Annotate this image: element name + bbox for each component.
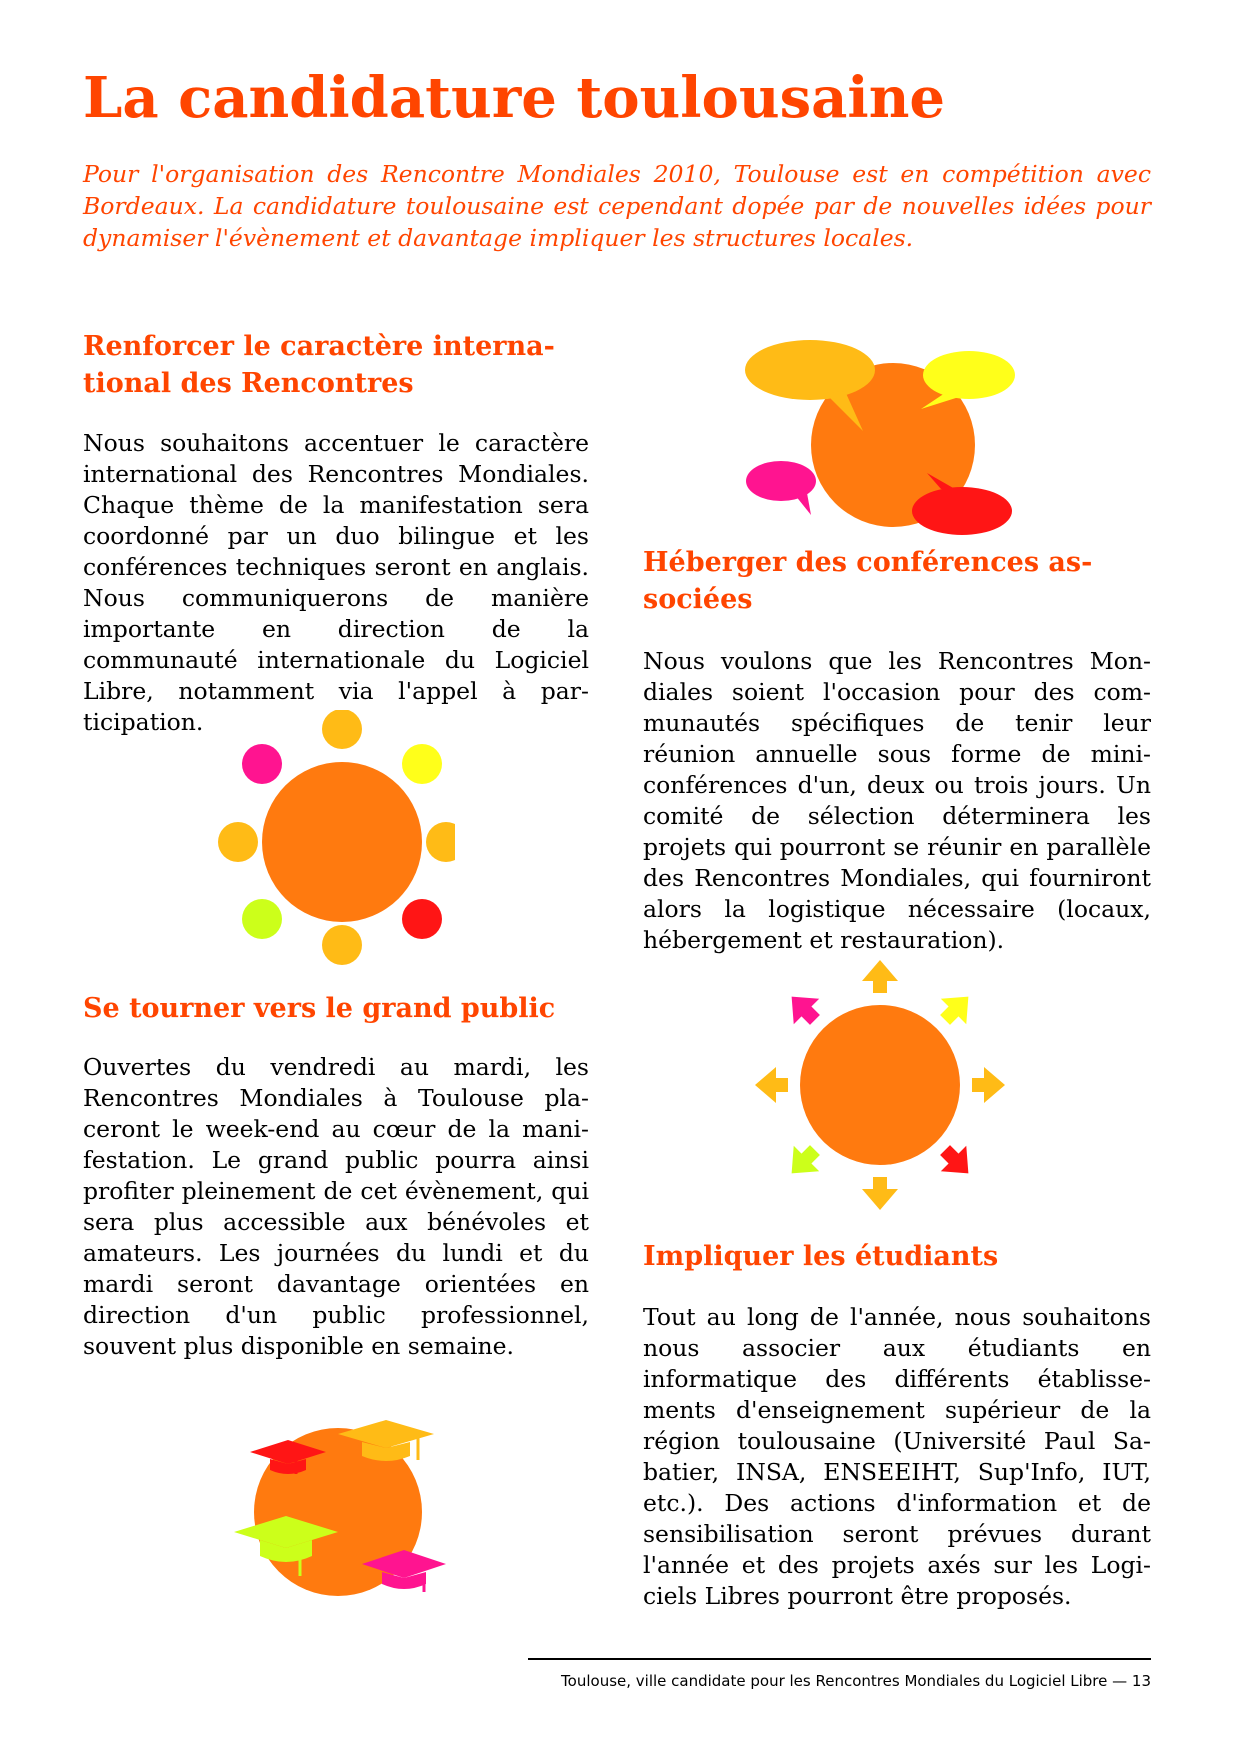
heading-international: Renforcer le caractère international des Rencontres xyxy=(83,331,555,399)
arrow-up-left xyxy=(779,984,828,1033)
table-circle xyxy=(262,762,422,922)
bubble-yellow xyxy=(921,351,1015,409)
heading-public: Se tourner vers le grand public xyxy=(83,993,556,1024)
arrows-circle xyxy=(800,1005,960,1165)
bubble-magenta xyxy=(746,461,816,515)
paragraph-conferences: Nous voulons que les Rencontres Mondiales soient l'occasion pour des communautés spécifiques de tenir leur réunion annuelle sous forme de mini-conférences d'un, deux ou trois jours. Un comité de sélection déterminera les projets qui pourront se réunir en parallèle des Rencontres Mondiales, qui fourniront alors la logistique nécessaire (locaux, hébergement et restauration). xyxy=(643,647,1151,954)
heading-students: Impliquer les étudiants xyxy=(643,1241,999,1272)
arrow-down-left xyxy=(779,1137,828,1186)
seat-top xyxy=(322,710,362,749)
seat-bottom-right xyxy=(402,899,442,939)
page-title: La candidature toulousaine xyxy=(83,65,946,131)
seat-left xyxy=(218,822,258,862)
speech-bubbles-illustration xyxy=(745,335,1025,540)
graduation-caps-illustration xyxy=(228,1412,458,1612)
round-table-illustration xyxy=(210,710,455,970)
arrow-down-right xyxy=(932,1137,981,1186)
paragraph-students: Tout au long de l'année, nous souhaitons nous associer aux étudiants en informatique des différents établissements d'enseignement supérieur de la région toulousaine (Université Paul Sabatier, INSA, ENSEEIHT, Sup'Info, IUT, etc.). Des actions d'information et de sensibilisation seront prévues durant l'année et des projets axés sur les Logiciels Libres pourront être proposés. xyxy=(643,1303,1151,1610)
seat-top-left xyxy=(242,744,282,784)
paragraph-public: Ouvertes du vendredi au mardi, les Rencontres Mondiales à Toulouse placeront le week-end au cœur de la manifestation. Le grand public pourra ainsi profiter pleinement de cet évènement, qui sera plus accessible aux bénévoles et amateurs. Les journées du lundi et du mardi seront davantage orientées en direction d'un public professionnel, souvent plus disponible en semaine. xyxy=(83,1053,589,1360)
seat-bottom-left xyxy=(242,899,282,939)
seat-top-right xyxy=(402,744,442,784)
seat-right xyxy=(426,822,455,862)
arrow-up-right xyxy=(932,984,981,1033)
arrow-up xyxy=(862,960,898,993)
outward-arrows-illustration xyxy=(755,960,1005,1210)
paragraph-international: Nous souhaitons accentuer le caractère international des Rencontres Mondiales. Chaque thème de la manifestation sera coordonné par un duo bilingue et les conférences techniques seront en anglais. Nous communiquerons de manière importante en direction de la communauté internationale du Logiciel Libre, notamment via l'appel à participation. xyxy=(83,429,589,736)
heading-conferences: Héberger des conférences associées xyxy=(643,547,1093,615)
arrow-left xyxy=(755,1067,788,1103)
page-footer: Toulouse, ville candidate pour les Rencontres Mondiales du Logiciel Libre — 13 xyxy=(561,1672,1151,1690)
arrow-down xyxy=(862,1177,898,1210)
footer-rule xyxy=(528,1658,1151,1660)
seat-bottom xyxy=(322,925,362,965)
arrow-right xyxy=(972,1067,1005,1103)
page-intro: Pour l'organisation des Rencontre Mondiales 2010, Toulouse est en compétition avec Bordeaux. La candidature toulousaine est cependant dopée par de nouvelles idées pour dynamiser l'évènement et davantage impliquer les structures locales. xyxy=(83,160,1151,252)
bubble-amber xyxy=(745,340,875,431)
